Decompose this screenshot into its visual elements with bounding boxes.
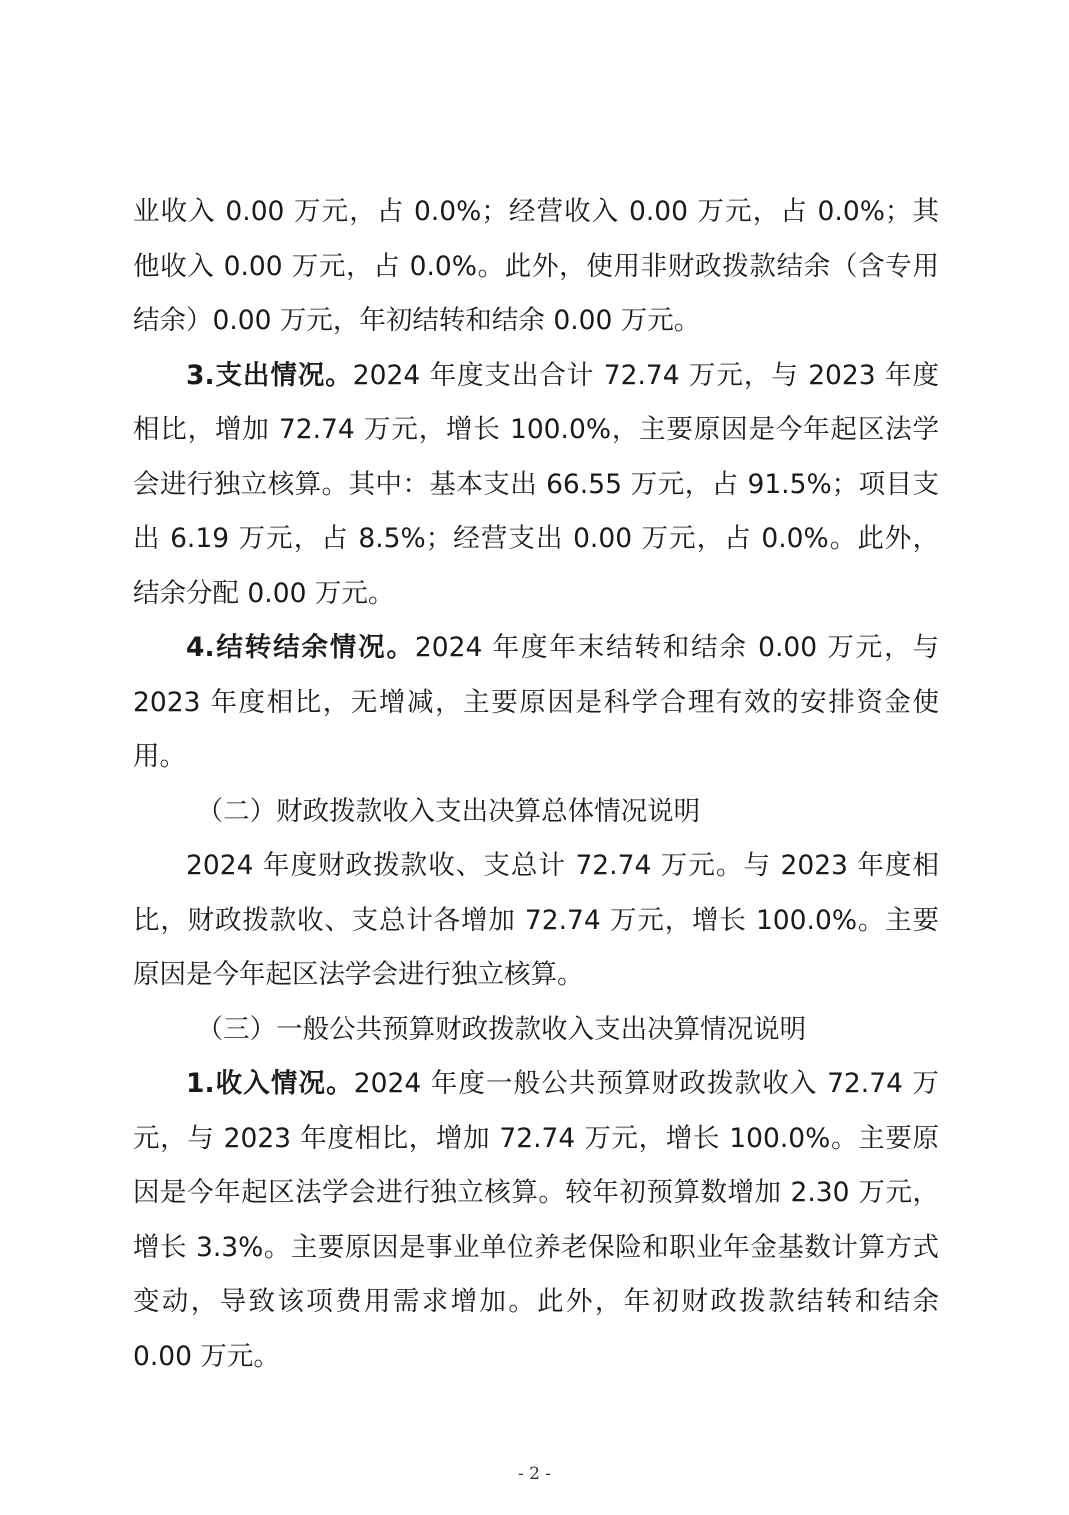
page-number: - 2 -	[517, 1464, 552, 1484]
paragraph-lead: 3.支出情况。	[186, 359, 353, 391]
section-heading-3: （三）一般公共预算财政拨款收入支出决算情况说明	[196, 1013, 807, 1045]
paragraph-text: 2024 年度一般公共预算财政拨款收入 72.74 万元，与 2023 年度相比，增加 72.74 万元，增长 100.0%。主要原因是今年起区法学会进行独立核算。较年初预算数增加 2.30 万元，增长 3.3%。主要原因是事业单位养老保险和职业年金基数计算方式变动，导致该项费用需求增加。此外，年初财政拨款结转和结余 0.00 万元。	[133, 1068, 939, 1372]
paragraph-text: 2024 年度财政拨款收、支总计 72.74 万元。与 2023 年度相比，财政拨款收、支总计各增加 72.74 万元，增长 100.0%。主要原因是今年起区法学会进行独立核算。	[133, 850, 939, 990]
paragraph-income-continued	[133, 185, 939, 349]
paragraph-fiscal-total	[133, 839, 939, 1003]
paragraph-expenditure	[133, 349, 939, 622]
paragraph-public-budget-income	[133, 1057, 939, 1384]
paragraph-carryover	[133, 621, 939, 785]
body-text	[133, 185, 939, 1384]
paragraph-text: 2024 年度支出合计 72.74 万元，与 2023 年度相比，增加 72.74 万元，增长 100.0%，主要原因是今年起区法学会进行独立核算。其中：基本支出 66.55 万元，占 91.5%；项目支出 6.19 万元，占 8.5%；经营支出 0.00 万元，占 0.0%。此外，结余分配 0.00 万元。	[133, 359, 939, 609]
paragraph-lead: 4.结转结余情况。	[186, 632, 415, 663]
section-heading-2: （二）财政拨款收入支出决算总体情况说明	[196, 795, 701, 827]
paragraph-lead: 1.收入情况。	[186, 1068, 354, 1099]
paragraph-text: 2024 年度年末结转和结余 0.00 万元，与 2023 年度相比，无增减，主要原因是科学合理有效的安排资金使用。	[133, 632, 939, 772]
paragraph-text: 业收入 0.00 万元，占 0.0%；经营收入 0.00 万元，占 0.0%；其他收入 0.00 万元，占 0.0%。此外，使用非财政拨款结余（含专用结余）0.00 万元，年初结转和结余 0.00 万元。	[133, 196, 939, 336]
